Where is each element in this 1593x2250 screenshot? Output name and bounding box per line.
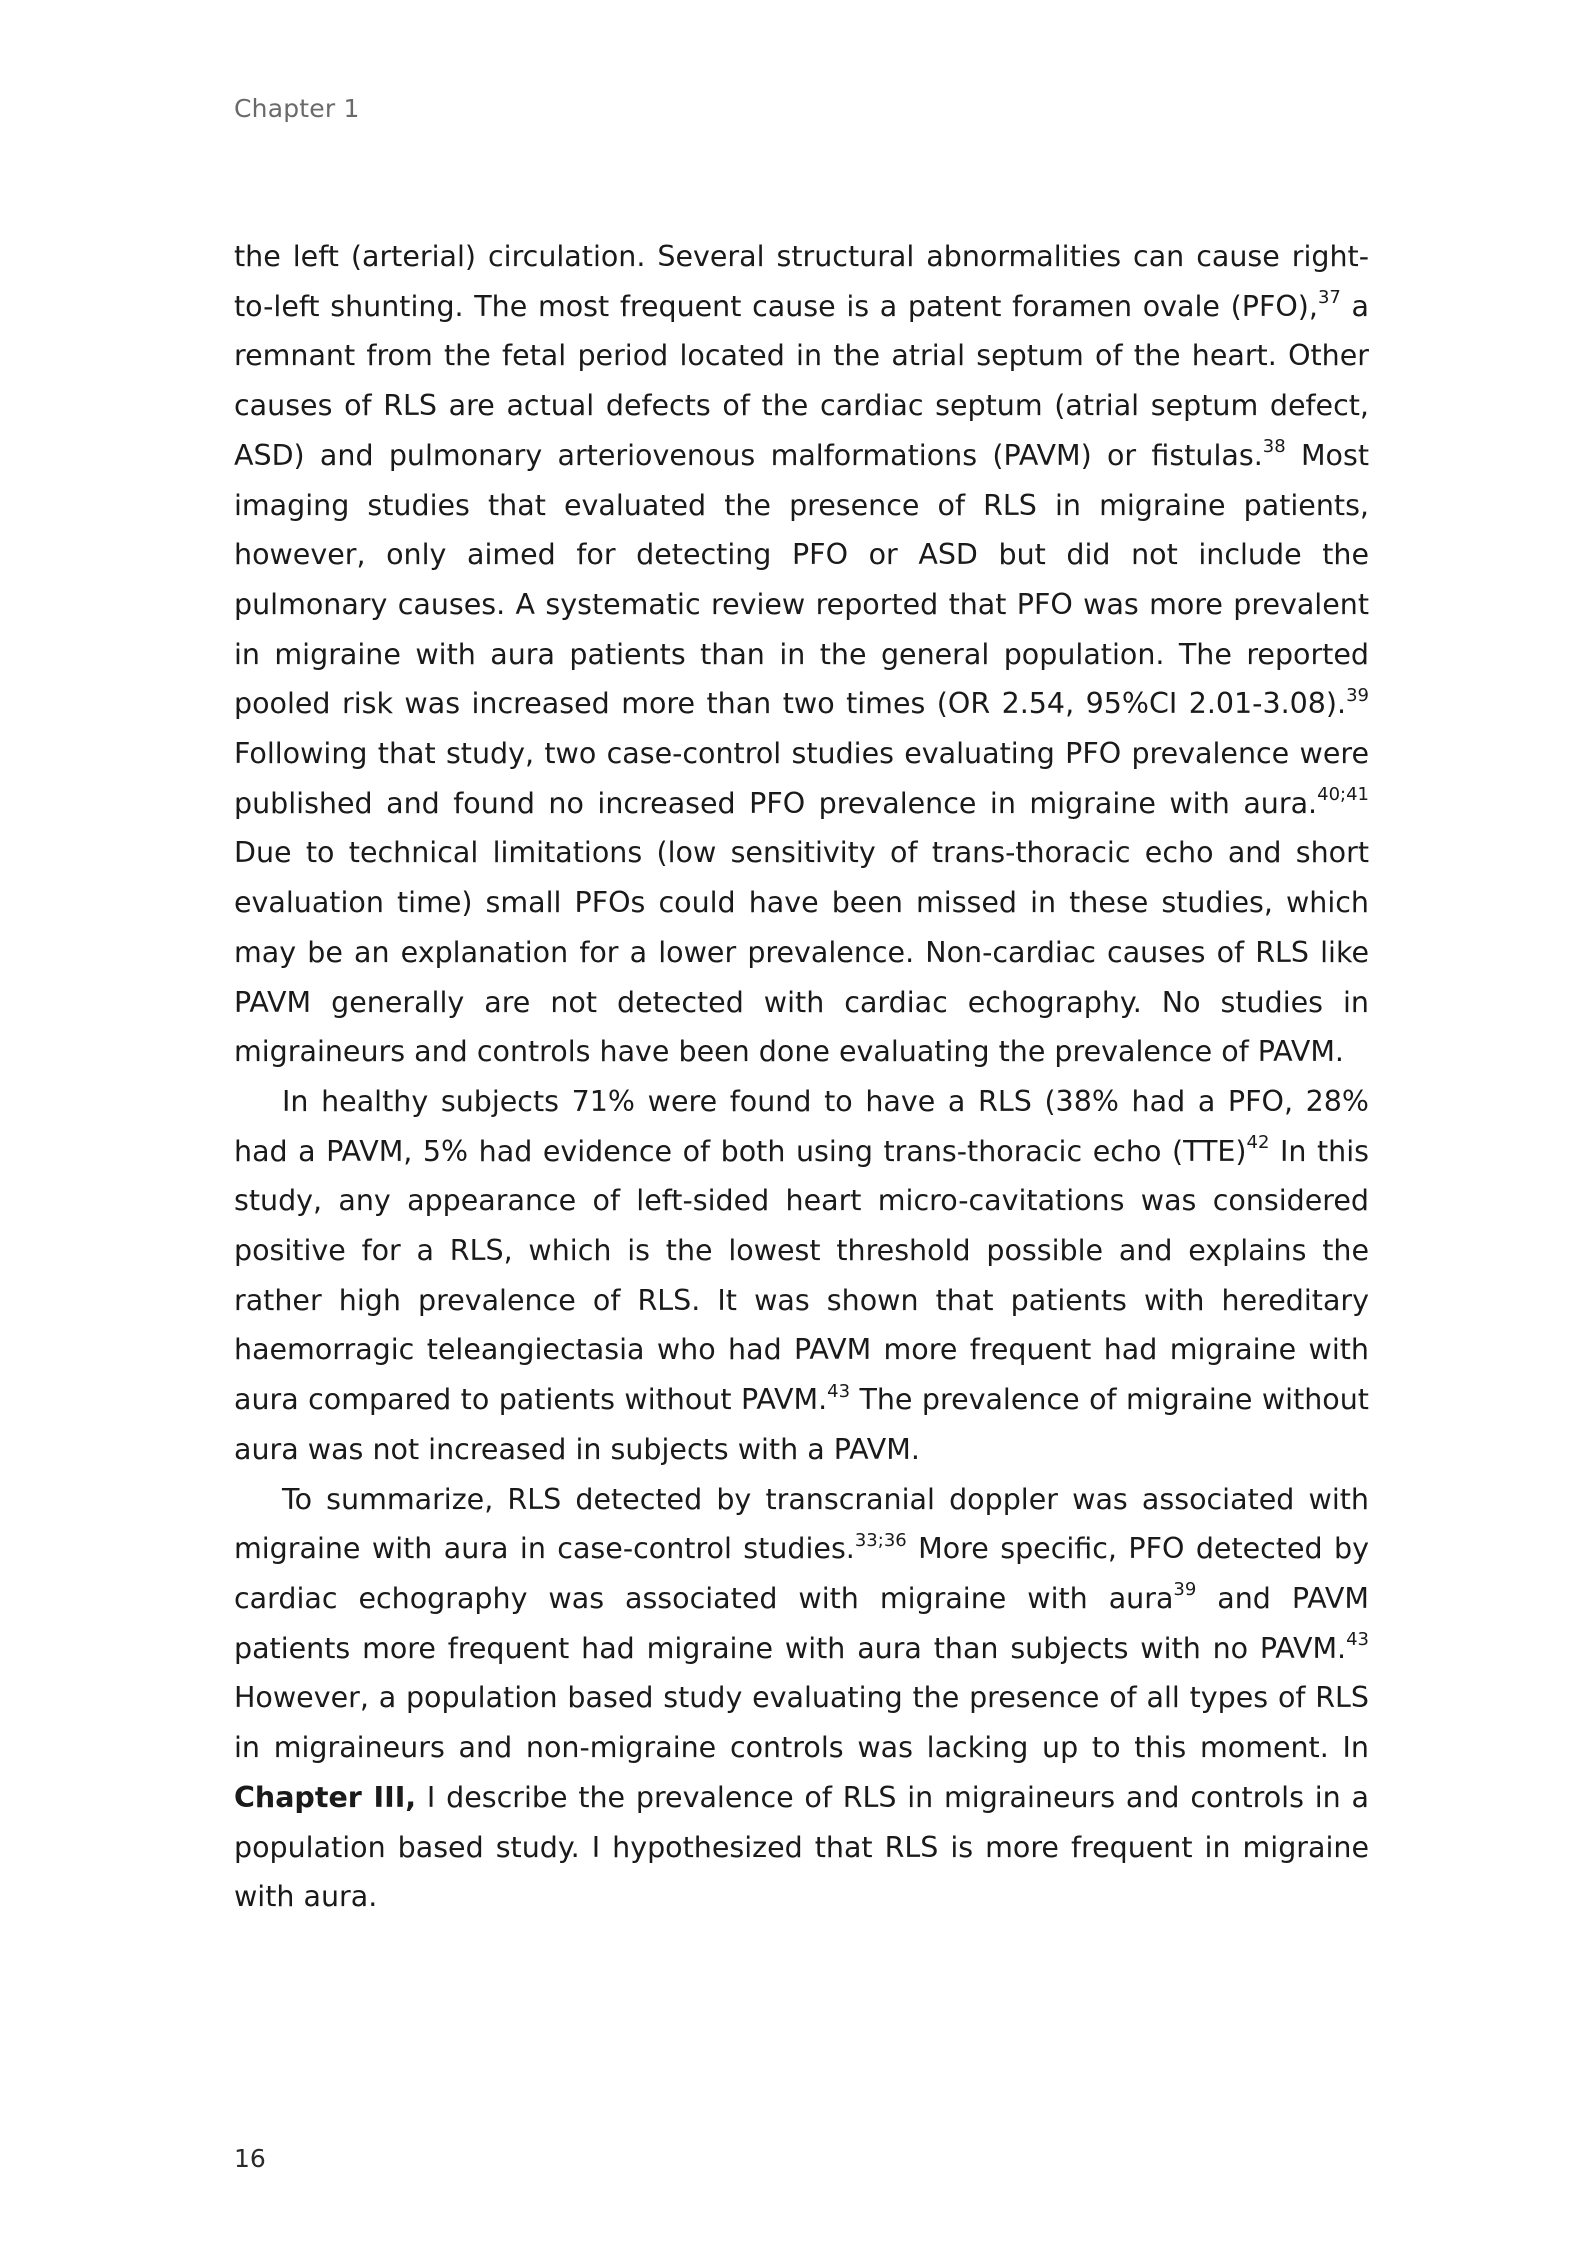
page-number: 16 <box>234 2144 266 2173</box>
paragraph-1 <box>234 232 1369 1077</box>
running-header: Chapter 1 <box>234 94 360 123</box>
reference-superscript: 42 <box>1246 1132 1270 1154</box>
text-run: and PAVM patients more frequent had migraine with aura than subjects with no PAVM. <box>234 1581 1369 1665</box>
text-run: More specific, PFO detected by cardiac echography was associated with migraine with aura <box>234 1532 1369 1615</box>
text-run: To summarize, RLS detected by transcranial doppler was associated with migraine with aura in case-control studies. <box>234 1482 1369 1566</box>
text-run: the left (arterial) circulation. Several structural abnormalities can cause right-to-left shunting. The most frequent cause is a patent foramen ovale (PFO), <box>234 240 1369 323</box>
reference-superscript: 40;41 <box>1317 784 1369 806</box>
paragraph-2 <box>234 1077 1369 1475</box>
text-run: a remnant from the fetal period located in the atrial septum of the heart. Other causes of RLS are actual defects of the cardiac septum (atrial septum defect, ASD) and pulmonary arteriovenous malformations (PAVM) or fistulas. <box>234 289 1369 472</box>
reference-superscript: 43 <box>827 1380 851 1402</box>
text-run: Most imaging studies that evaluated the presence of RLS in migraine patients, however, only aimed for detecting PFO or ASD but did not include the pulmonary causes. A systematic review reported that PFO was more prevalent in migraine with aura patients than in the general population. The reported pooled risk was increased more than two times (OR 2.54, 95%CI 2.01-3.08). <box>234 438 1370 721</box>
text-run: In this study, any appearance of left-sided heart micro-cavitations was considered positive for a RLS, which is the lowest threshold possible and explains the rather high prevalence of RLS. It was shown that patients with hereditary haemorragic teleangiectasia who had PAVM more frequent had migraine with aura compared to patients without PAVM. <box>234 1134 1370 1417</box>
reference-superscript: 33;36 <box>854 1529 907 1551</box>
reference-superscript: 39 <box>1346 684 1369 706</box>
text-run: The prevalence of migraine without aura was not increased in subjects with a PAVM. <box>234 1383 1369 1466</box>
paragraph-3 <box>234 1475 1369 1922</box>
body-text <box>234 232 1369 1922</box>
reference-superscript: 39 <box>1173 1579 1197 1601</box>
reference-superscript: 38 <box>1262 436 1286 458</box>
chapter-reference: Chapter III, <box>234 1780 417 1814</box>
text-run: In healthy subjects 71% were found to have a RLS (38% had a PFO, 28% had a PAVM, 5% had evidence of both using trans-thoracic echo (TTE) <box>234 1084 1369 1168</box>
text-run: However, a population based study evaluating the presence of all types of RLS in migraineurs and non-migraine controls was lacking up to this moment. In <box>234 1681 1369 1765</box>
reference-superscript: 37 <box>1317 287 1341 309</box>
reference-superscript: 43 <box>1346 1629 1369 1651</box>
text-run: I describe the prevalence of RLS in migraineurs and controls in a population based study. I hypothesized that RLS is more frequent in migraine with aura. <box>234 1780 1369 1914</box>
text-run: Due to technical limitations (low sensitivity of trans-thoracic echo and short evaluation time) small PFOs could have been missed in these studies, which may be an explanation for a lower prevalence. Non-cardiac causes of RLS like PAVM generally are not detected with cardiac echography. No studies in migraineurs and controls have been done evaluating the prevalence of PAVM. <box>234 836 1369 1069</box>
text-run: Following that study, two case-control studies evaluating PFO prevalence were published and found no increased PFO prevalence in migraine with aura. <box>234 737 1369 820</box>
